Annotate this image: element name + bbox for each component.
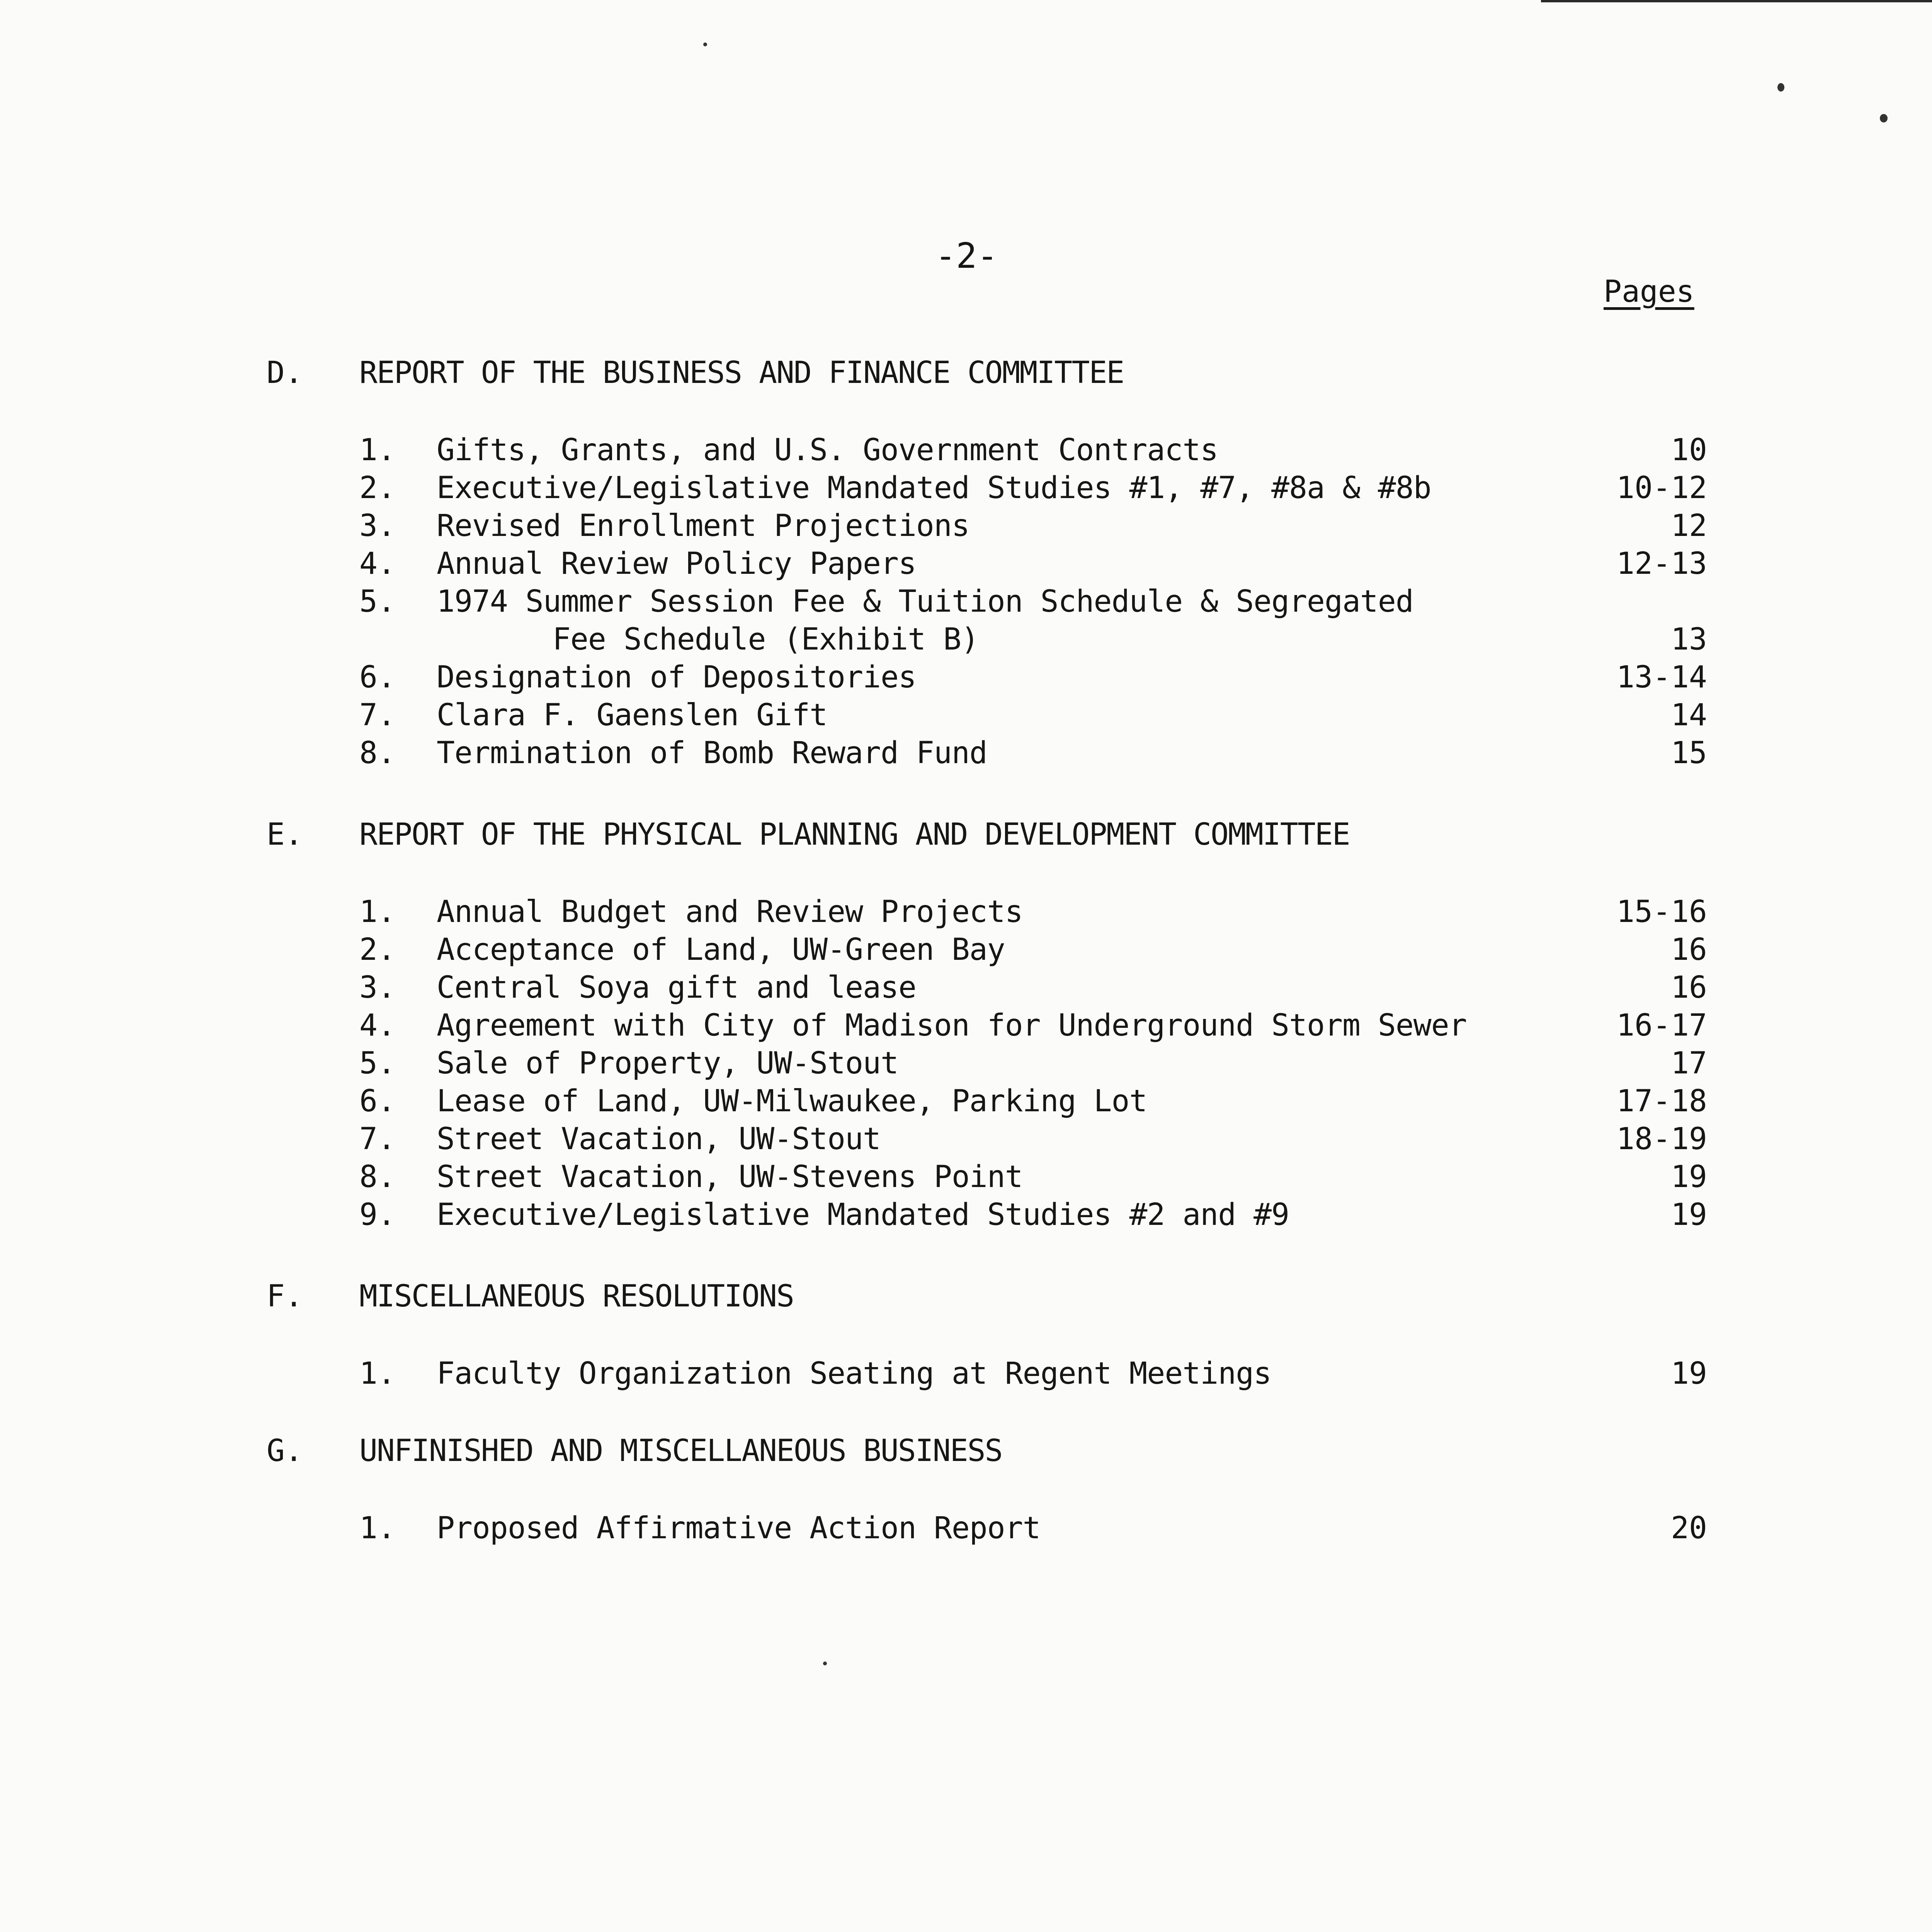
- section-letter: E.: [267, 817, 303, 852]
- item-text: Annual Budget and Review Projects: [437, 895, 1023, 929]
- item-number: 7.: [359, 698, 396, 733]
- item-text: Annual Review Policy Papers: [437, 546, 916, 581]
- item-text: Sale of Property, UW-Stout: [437, 1046, 898, 1081]
- item-text: Designation of Depositories: [437, 660, 916, 695]
- scan-speck: [823, 1662, 827, 1665]
- item-pages: 17-18: [1616, 1084, 1707, 1119]
- item-pages: 16: [1671, 970, 1707, 1005]
- item-pages: 12: [1671, 509, 1707, 543]
- item-text: Central Soya gift and lease: [437, 970, 916, 1005]
- section-letter: D.: [267, 355, 303, 390]
- item-pages: 20: [1671, 1511, 1707, 1546]
- section-title: REPORT OF THE BUSINESS AND FINANCE COMMITTEE: [359, 355, 1124, 390]
- top-edge-line: [1541, 0, 1932, 2]
- item-text-continuation: Fee Schedule (Exhibit B): [553, 622, 979, 657]
- item-text: 1974 Summer Session Fee & Tuition Schedule & Segregated: [437, 584, 1413, 619]
- item-pages: 19: [1671, 1356, 1707, 1391]
- item-number: 9.: [359, 1197, 396, 1232]
- scan-speck: [703, 43, 707, 46]
- item-pages: 19: [1671, 1197, 1707, 1232]
- item-pages: 16: [1671, 932, 1707, 967]
- scan-speck: [1880, 114, 1888, 122]
- item-text: Proposed Affirmative Action Report: [437, 1511, 1041, 1546]
- item-number: 4.: [359, 1008, 396, 1043]
- item-number: 1.: [359, 1511, 396, 1546]
- item-text: Lease of Land, UW-Milwaukee, Parking Lot: [437, 1084, 1147, 1119]
- item-text: Revised Enrollment Projections: [437, 509, 969, 543]
- item-text: Clara F. Gaenslen Gift: [437, 698, 828, 733]
- item-text: Street Vacation, UW-Stout: [437, 1122, 881, 1156]
- section-letter: F.: [267, 1279, 303, 1314]
- section-title: MISCELLANEOUS RESOLUTIONS: [359, 1279, 794, 1314]
- item-text: Executive/Legislative Mandated Studies #1, #7, #8a & #8b: [437, 471, 1431, 505]
- item-pages: 15: [1671, 736, 1707, 770]
- item-number: 3.: [359, 509, 396, 543]
- item-pages: 13-14: [1616, 660, 1707, 695]
- item-number: 8.: [359, 1160, 396, 1194]
- item-pages: 14: [1671, 698, 1707, 733]
- item-pages: 18-19: [1616, 1122, 1707, 1156]
- item-text: Termination of Bomb Reward Fund: [437, 736, 987, 770]
- page-number: -2-: [935, 236, 998, 276]
- item-pages: 10-12: [1616, 471, 1707, 505]
- item-pages: 17: [1671, 1046, 1707, 1081]
- item-number: 5.: [359, 1046, 396, 1081]
- item-text: Acceptance of Land, UW-Green Bay: [437, 932, 1005, 967]
- item-pages: 10: [1671, 433, 1707, 468]
- item-text: Executive/Legislative Mandated Studies #2 and #9: [437, 1197, 1289, 1232]
- item-number: 6.: [359, 1084, 396, 1119]
- item-number: 2.: [359, 932, 396, 967]
- item-pages: 19: [1671, 1160, 1707, 1194]
- item-pages: 16-17: [1616, 1008, 1707, 1043]
- item-pages: 15-16: [1616, 895, 1707, 929]
- item-number: 5.: [359, 584, 396, 619]
- scan-speck: [1777, 83, 1784, 92]
- item-number: 2.: [359, 471, 396, 505]
- item-number: 4.: [359, 546, 396, 581]
- item-text: Agreement with City of Madison for Underground Storm Sewer: [437, 1008, 1467, 1043]
- section-letter: G.: [267, 1434, 303, 1468]
- item-number: 1.: [359, 433, 396, 468]
- section-title: UNFINISHED AND MISCELLANEOUS BUSINESS: [359, 1434, 1002, 1468]
- item-text: Gifts, Grants, and U.S. Government Contracts: [437, 433, 1218, 468]
- item-pages: 13: [1671, 622, 1707, 657]
- item-number: 1.: [359, 895, 396, 929]
- item-number: 3.: [359, 970, 396, 1005]
- item-number: 6.: [359, 660, 396, 695]
- item-number: 1.: [359, 1356, 396, 1391]
- item-text: Faculty Organization Seating at Regent Meetings: [437, 1356, 1272, 1391]
- item-pages: 12-13: [1616, 546, 1707, 581]
- pages-column-header: Pages: [1604, 274, 1694, 309]
- item-number: 7.: [359, 1122, 396, 1156]
- item-number: 8.: [359, 736, 396, 770]
- item-text: Street Vacation, UW-Stevens Point: [437, 1160, 1023, 1194]
- section-title: REPORT OF THE PHYSICAL PLANNING AND DEVELOPMENT COMMITTEE: [359, 817, 1350, 852]
